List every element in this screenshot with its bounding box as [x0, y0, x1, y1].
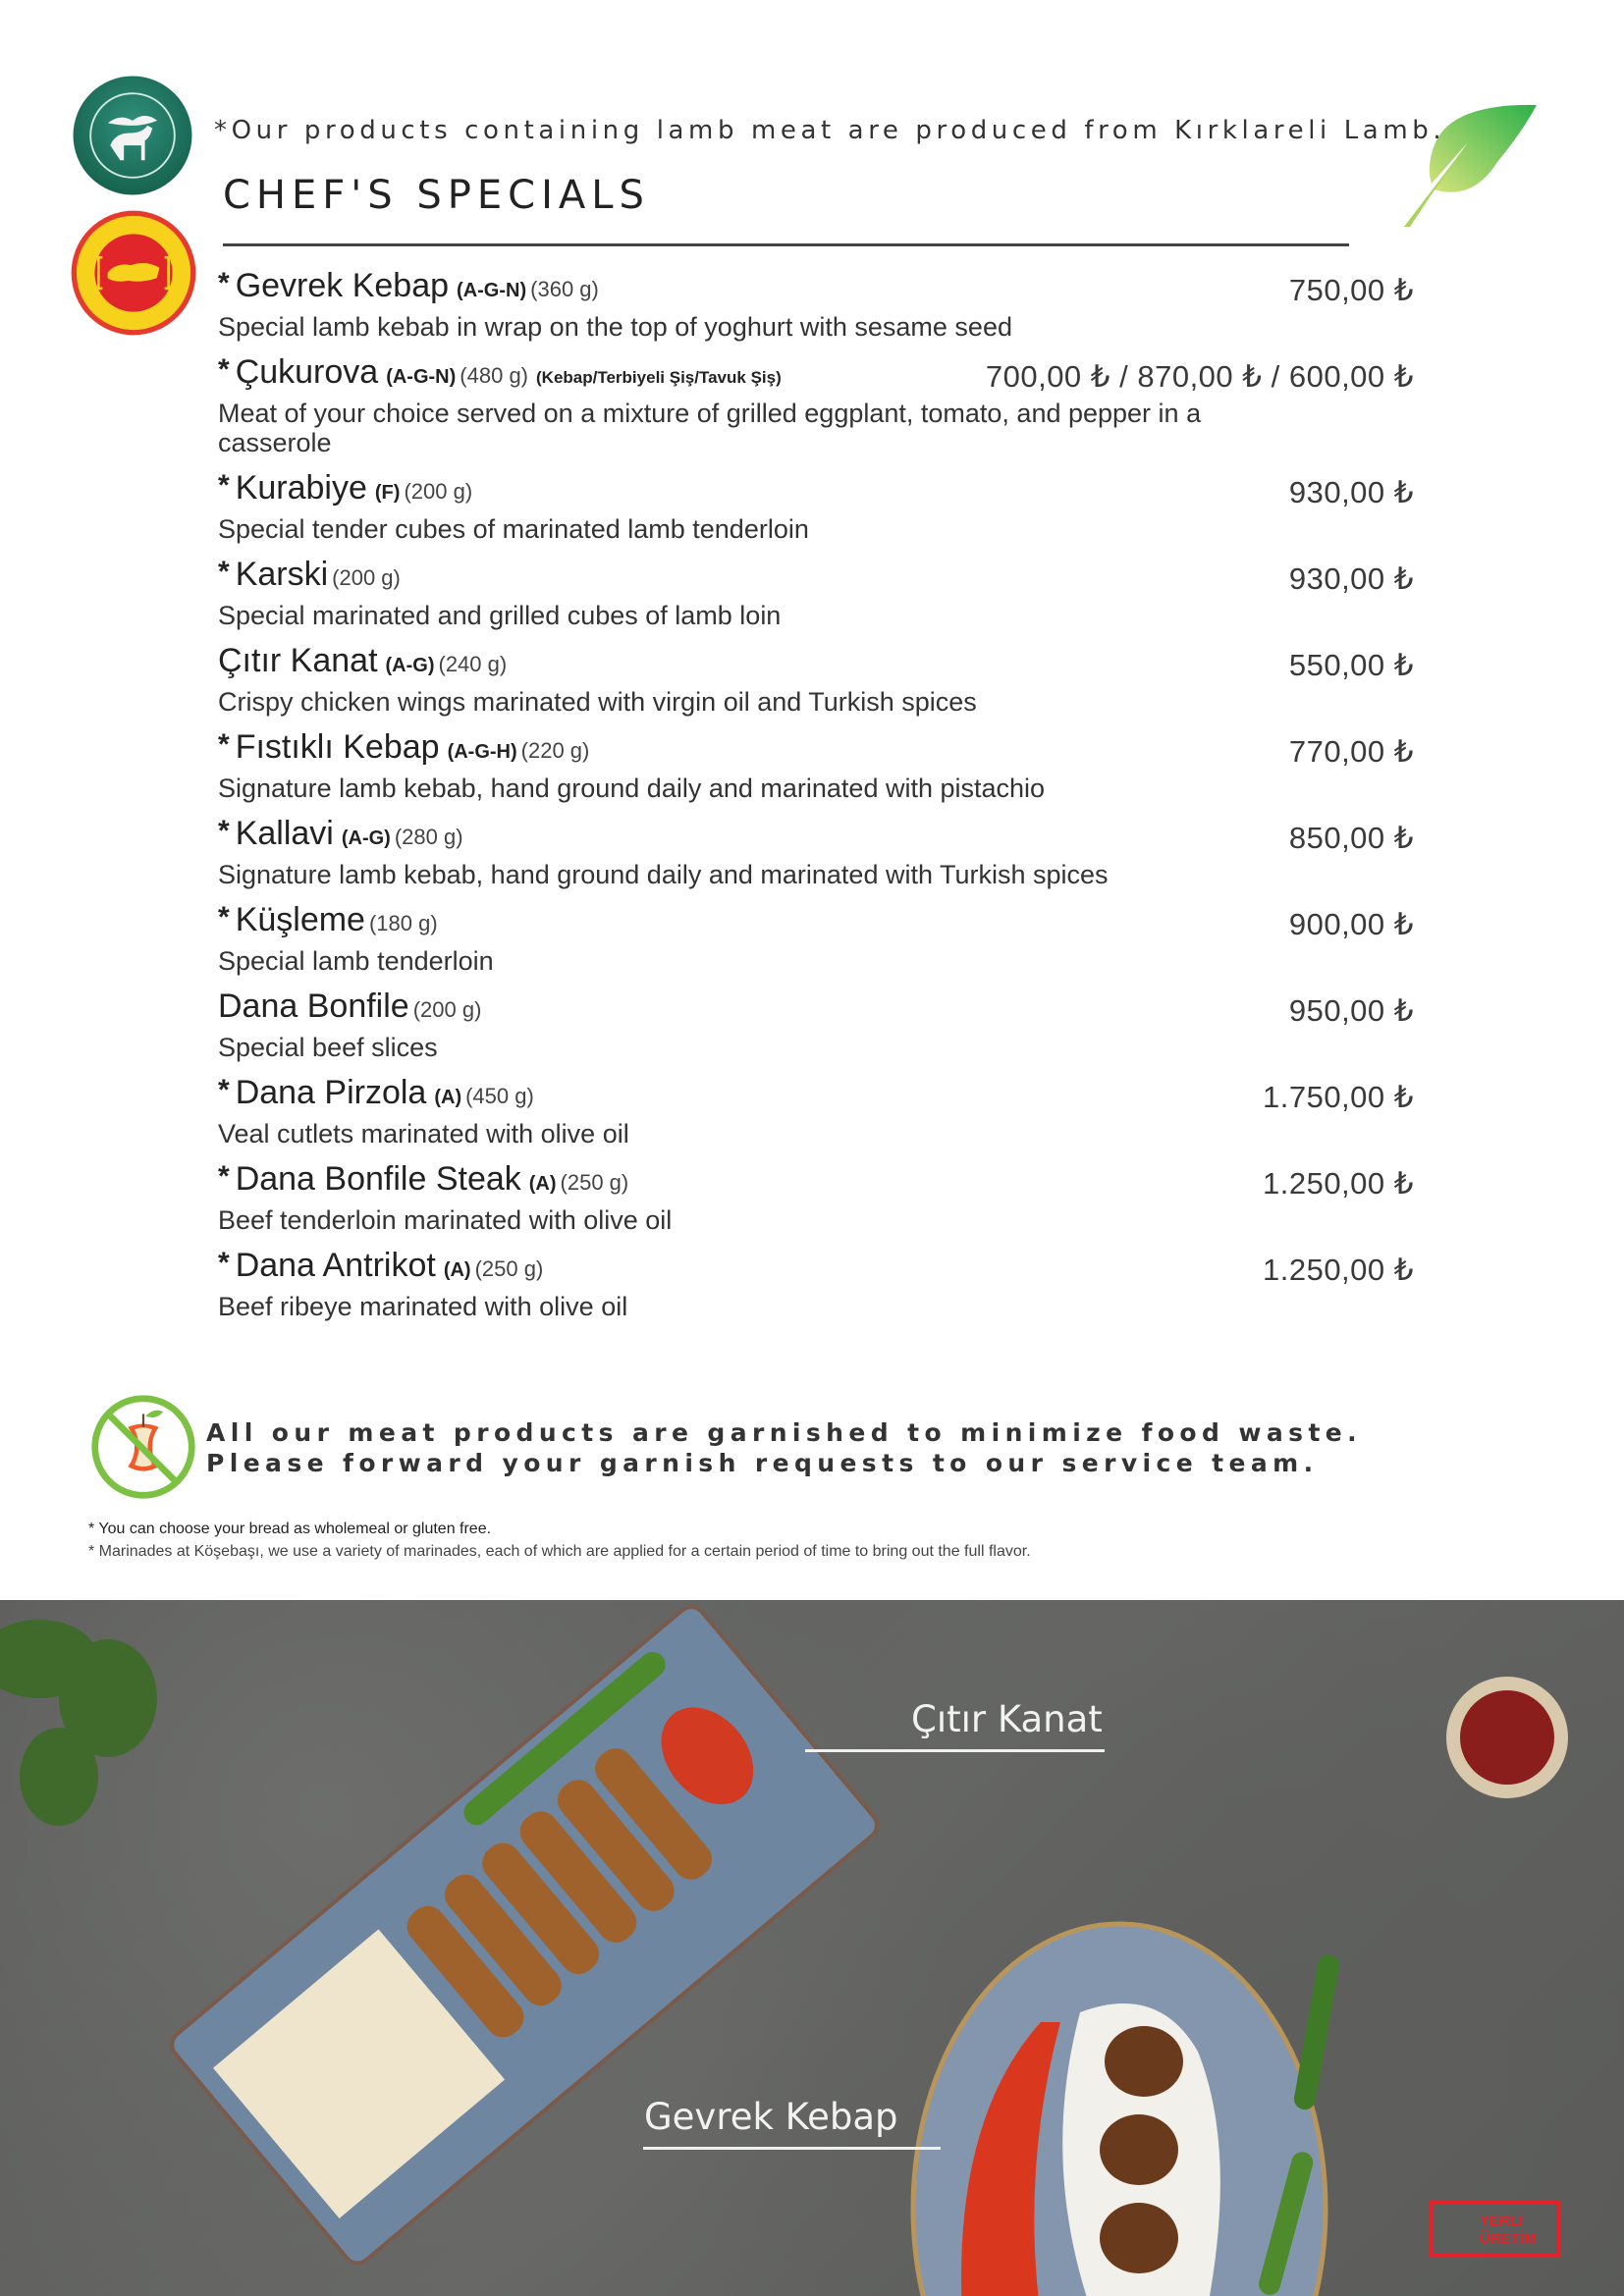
- menu-item-header: [218, 1074, 1414, 1119]
- menu-item-price: 750,00 ₺: [1288, 273, 1414, 307]
- garnish-notice: [206, 1417, 1362, 1478]
- menu-item-weight: (200 g): [404, 479, 473, 504]
- menu-item-header: [218, 815, 1414, 860]
- menu-item-price: 1.250,00 ₺: [1262, 1166, 1414, 1201]
- footnotes: [88, 1518, 1031, 1563]
- menu-item-header: [218, 556, 1414, 601]
- garnish-line-1: All our meat products are garnished to minimize food waste.: [206, 1418, 1363, 1447]
- photo-label-underline: [805, 1749, 1105, 1752]
- menu-item: [218, 267, 1414, 342]
- menu-item-description: Special beef slices: [218, 1033, 438, 1062]
- menu-item-weight: (220 g): [520, 738, 590, 763]
- menu-item: [218, 1074, 1414, 1148]
- menu-item-weight: (250 g): [560, 1170, 629, 1195]
- garnish-line-2: Please forward your garnish requests to our service team.: [206, 1449, 1319, 1477]
- photo-label-citir-kanat: Çıtır Kanat: [911, 1698, 1103, 1740]
- menu-item-header: [218, 728, 1414, 774]
- menu-item-allergens: (A-G-H): [447, 741, 517, 763]
- menu-item-star: *: [218, 267, 230, 299]
- menu-item-price: 850,00 ₺: [1288, 821, 1414, 855]
- menu-item-description: Signature lamb kebab, hand ground daily and marinated with Turkish spices: [218, 860, 1109, 889]
- menu-item-allergens: (A): [443, 1259, 471, 1281]
- menu-item-description: Crispy chicken wings marinated with virgin oil and Turkish spices: [218, 687, 977, 717]
- no-food-waste-icon: [88, 1392, 198, 1502]
- menu-item-price: 900,00 ₺: [1288, 907, 1414, 941]
- menu-item-price: 930,00 ₺: [1288, 561, 1414, 596]
- menu-list: [218, 267, 1414, 1333]
- menu-item-allergens: (A): [434, 1087, 462, 1108]
- menu-item-name: Çukurova: [235, 353, 379, 391]
- menu-item-variants: (Kebap/Terbiyeli Şiş/Tavuk Şiş): [536, 368, 782, 387]
- food-photo: [0, 1600, 1624, 2296]
- menu-item-price: 550,00 ₺: [1288, 648, 1414, 682]
- menu-item-weight: (200 g): [332, 565, 401, 590]
- menu-item-weight: (180 g): [368, 911, 438, 935]
- menu-item: [218, 353, 1414, 457]
- menu-item-name: Küşleme: [235, 901, 365, 938]
- menu-item-star: *: [218, 469, 230, 502]
- menu-item-star: *: [218, 556, 230, 588]
- menu-item: [218, 901, 1414, 976]
- menu-item-name: Kurabiye: [235, 469, 367, 507]
- menu-item-star: *: [218, 901, 230, 934]
- menu-item-description: Meat of your choice served on a mixture of grilled eggplant, tomato, and pepper in a casserole: [218, 399, 1202, 457]
- menu-item-allergens: (A-G): [385, 655, 435, 676]
- menu-item-header: [218, 1247, 1414, 1292]
- menu-item-name: Karski: [235, 556, 329, 593]
- menu-item-weight: (480 g): [460, 363, 529, 388]
- menu-item-header: [218, 1160, 1414, 1205]
- plate-gevrek-kebap: [913, 1924, 1341, 2296]
- menu-item: [218, 1247, 1414, 1321]
- title-divider: [223, 243, 1349, 246]
- menu-item-allergens: (F): [374, 482, 401, 504]
- yerli-uretim-badge: [1429, 2201, 1561, 2258]
- menu-item-star: *: [218, 353, 230, 386]
- badge-line-1: YERLİ: [1480, 2213, 1524, 2229]
- menu-item-description: Special lamb kebab in wrap on the top of yoghurt with sesame seed: [218, 312, 1012, 342]
- menu-item-description: Beef tenderloin marinated with olive oil: [218, 1205, 673, 1235]
- menu-item-description: Special tender cubes of marinated lamb tenderloin: [218, 514, 809, 544]
- badge-line-2: ÜRETİM: [1480, 2230, 1537, 2247]
- menu-item-price: 1.750,00 ₺: [1262, 1080, 1414, 1114]
- menu-item-header: [218, 267, 1414, 312]
- menu-item-name: Dana Bonfile Steak: [235, 1160, 521, 1198]
- menu-item-star: *: [218, 728, 230, 761]
- menu-item-name: Fıstıklı Kebap: [235, 728, 440, 766]
- menu-item-header: [218, 469, 1414, 514]
- photo-label-underline: [643, 2147, 941, 2150]
- menu-item-name: Çıtır Kanat: [218, 642, 378, 679]
- menu-item-weight: (360 g): [530, 277, 599, 301]
- menu-item-price: 930,00 ₺: [1288, 475, 1414, 509]
- menu-item: [218, 815, 1414, 889]
- menu-item-star: *: [218, 815, 230, 847]
- menu-item-weight: (280 g): [394, 825, 463, 849]
- menu-item-allergens: (A): [528, 1173, 557, 1195]
- menu-item: [218, 469, 1414, 544]
- menu-item-price: 700,00 ₺ / 870,00 ₺ / 600,00 ₺: [985, 359, 1414, 394]
- parsley-decoration: [0, 1620, 157, 1826]
- menu-item-weight: (250 g): [474, 1256, 544, 1281]
- photo-label-gevrek-kebap: Gevrek Kebap: [644, 2096, 898, 2138]
- menu-item-description: Special lamb tenderloin: [218, 946, 494, 976]
- menu-item-allergens: (A-G): [341, 828, 391, 849]
- menu-item-description: Beef ribeye marinated with olive oil: [218, 1292, 628, 1321]
- menu-item-header: [218, 901, 1414, 946]
- menu-item-price: 1.250,00 ₺: [1262, 1253, 1414, 1287]
- kirklareli-lamb-badge-icon: [71, 74, 194, 197]
- menu-item: [218, 988, 1414, 1062]
- food-photo-illustration: [0, 1600, 1624, 2296]
- menu-item: [218, 1160, 1414, 1235]
- menu-item-weight: (240 g): [438, 652, 508, 676]
- menu-item-header: [218, 988, 1414, 1033]
- menu-item-price: 770,00 ₺: [1288, 734, 1414, 769]
- menu-item-name: Dana Antrikot: [235, 1247, 436, 1284]
- menu-item-weight: (200 g): [412, 997, 482, 1022]
- menu-item-weight: (450 g): [465, 1084, 534, 1108]
- lamb-origin-note: *Our products containing lamb meat are produced from Kırklareli Lamb.: [214, 116, 1446, 145]
- page-title: CHEF'S SPECIALS: [223, 173, 650, 218]
- menu-item-name: Kallavi: [235, 815, 334, 852]
- footnote-bread: * You can choose your bread as wholemeal or gluten free.: [88, 1521, 492, 1537]
- menu-item: [218, 556, 1414, 630]
- menu-item-name: Gevrek Kebap: [235, 267, 450, 304]
- tray-citir-kanat: [167, 1601, 883, 2269]
- menu-item-star: *: [218, 1160, 230, 1193]
- menu-item-price: 950,00 ₺: [1288, 993, 1414, 1028]
- menu-item-header: [218, 642, 1414, 687]
- menu-item-name: Dana Pirzola: [235, 1074, 427, 1111]
- geographical-indication-badge-icon: [69, 208, 198, 338]
- menu-item-description: Signature lamb kebab, hand ground daily and marinated with pistachio: [218, 774, 1046, 803]
- menu-item-star: *: [218, 1247, 230, 1279]
- footnote-marinades: * Marinades at Köşebaşı, we use a variety of marinades, each of which are applied for a certain period of time to bring out the full flavor.: [88, 1543, 1031, 1560]
- menu-item-allergens: (A-G-N): [457, 280, 527, 301]
- menu-item-star: *: [218, 1074, 230, 1106]
- menu-item-allergens: (A-G-N): [386, 366, 457, 388]
- menu-item: [218, 728, 1414, 803]
- menu-item: [218, 642, 1414, 717]
- menu-item-name: Dana Bonfile: [218, 988, 409, 1025]
- menu-item-description: Veal cutlets marinated with olive oil: [218, 1119, 629, 1148]
- menu-item-description: Special marinated and grilled cubes of lamb loin: [218, 601, 782, 630]
